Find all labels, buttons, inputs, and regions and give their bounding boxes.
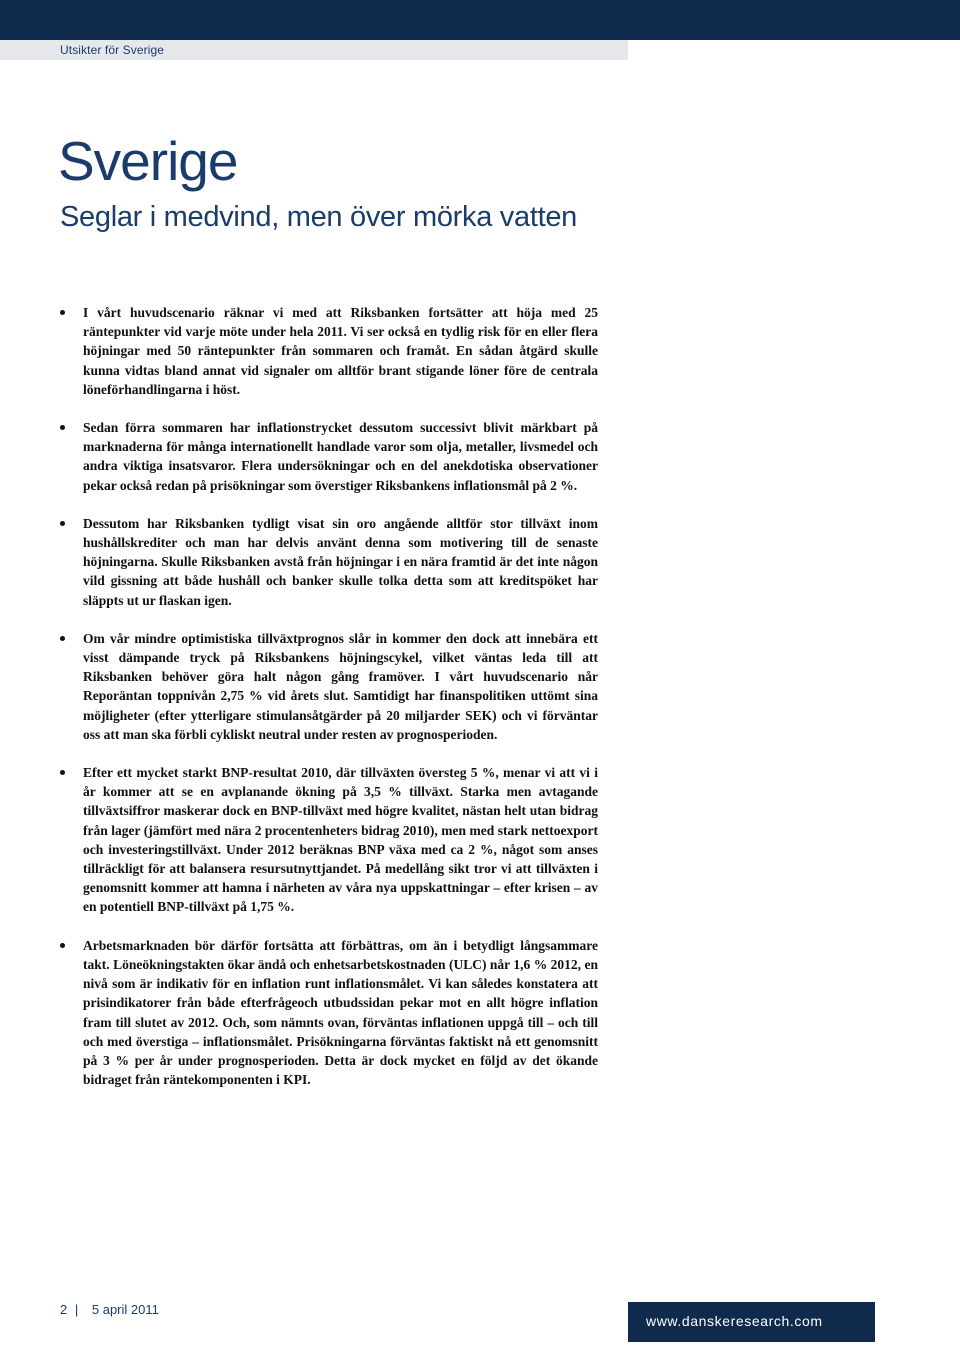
bullet-item: [58, 629, 598, 744]
bullet-list: [58, 303, 598, 1108]
bullet-item: [58, 936, 598, 1090]
page-subtitle: Seglar i medvind, men över mörka vatten: [60, 201, 577, 233]
bullet-text: I vårt huvudscenario räknar vi med att Riksbanken fortsätter att höja med 25 räntepunkter vid varje möte under hela 2011. Vi ser också en tydlig risk för en eller flera höjningar med 50 räntepunkter från sommaren och framåt. En sådan åtgärd skulle kunna vidtas bland annat vid signaler om alltför brant stigande löner före de centrala löneförhandlingarna i höst.: [83, 305, 598, 397]
bullet-dot-icon: [60, 521, 65, 526]
footer-separator: |: [74, 1302, 79, 1317]
footer-url-box: [628, 1302, 875, 1342]
publication-date: 5 april 2011: [91, 1302, 159, 1317]
bullet-dot-icon: [60, 943, 65, 948]
bullet-dot-icon: [60, 425, 65, 430]
bullet-item: [58, 763, 598, 917]
bullet-item: [58, 514, 598, 610]
website-link[interactable]: www.danskeresearch.com: [646, 1313, 823, 1329]
bullet-text: Efter ett mycket starkt BNP-resultat 2010, där tillväxten översteg 5 %, menar vi att vi i år kommer att se en avplanande ökning på 3,5 % tillväxt. Starka men avtagande tillväxtsiffror maskerar dock en BNP-tillväxt med högre kvalitet, nästan helt utan bidrag från lager (jämfört med nära 2 procentenheters bidrag 2010), men med stark nettoexport och investeringstillväxt. Under 2012 beräknas BNP växa med ca 2 %, något som anses tillräckligt för att balansera resursutnyttjandet. På medellång sikt tror vi att tillväxten i genomsnitt kommer att hamna i närheten av våra nya uppskattningar – efter krisen – av en potentiell BNP-tillväxt på 1,75 %.: [83, 765, 598, 915]
bullet-text: Dessutom har Riksbanken tydligt visat sin oro angående alltför stor tillväxt inom hushållskrediter och man har delvis använt denna som motivering till de senaste höjningarna. Skulle Riksbanken avstå från höjningar i en nära framtid är det inte någon vild gissning att både hushåll och banker skulle tolka detta som att kreditspöket har släppts ut ur flaskan igen.: [83, 515, 598, 608]
bullet-text: Sedan förra sommaren har inflationstrycket dessutom successivt blivit märkbart på marknaderna för många internationellt handlade varor som olja, metaller, livsmedel och andra viktiga insatsvaror. Flera undersökningar och en del anekdotiska observationer pekar också redan på prisökningar som överstiger Riksbankens inflationsmål på 2 %.: [83, 420, 598, 493]
page-title: Sverige: [58, 130, 238, 192]
bullet-dot-icon: [60, 770, 65, 775]
page-number: 2: [60, 1302, 68, 1317]
footer-page-info: [60, 1302, 159, 1317]
bullet-item: [58, 303, 598, 399]
bullet-text: Arbetsmarknaden bör därför fortsätta att förbättras, om än i betydligt långsammare takt. Löneökningstakten ökar ändå och enhetsarbetskostnaden (ULC) når 1,6 % 2012, en nivå som är indikativ för en inflation runt inflationsmålet. Vi kan således konstatera att prisindikatorer från både efterfrågeoch utbudssidan pekar mot en allt högre inflation fram till slutet av 2012. Och, som nämnts ovan, förväntas inflationen uppgå till – och till och med överstiga – inflationsmålet. Prisökningarna förväntas faktiskt nå ett genomsnitt på 3 % per år under prognosperioden. Detta är dock mycket en följd av det ökande bidraget från räntekomponenten i KPI.: [83, 937, 598, 1088]
running-head: Utsikter för Sverige: [60, 43, 165, 57]
bullet-dot-icon: [60, 310, 65, 315]
header-bar: [0, 0, 960, 40]
bullet-dot-icon: [60, 636, 65, 641]
bullet-item: [58, 418, 598, 495]
header-strip-right: [628, 40, 960, 60]
bullet-text: Om vår mindre optimistiska tillväxtprognos slår in kommer den dock att innebära ett visst dämpande tryck på Riksbankens höjningscykel, vilket väntas leda till att Riksbanken behöver göra halt någon gång framöver. I vårt huvudscenario når Reporäntan toppnivån 2,75 % vid årets slut. Samtidigt har finanspolitiken uttömt sina möjligheter (efter ytterligare stimulansåtgärder på 20 miljarder SEK) och vi förväntar oss att man ska förbli cykliskt neutral under resten av prognosperioden.: [83, 630, 598, 742]
